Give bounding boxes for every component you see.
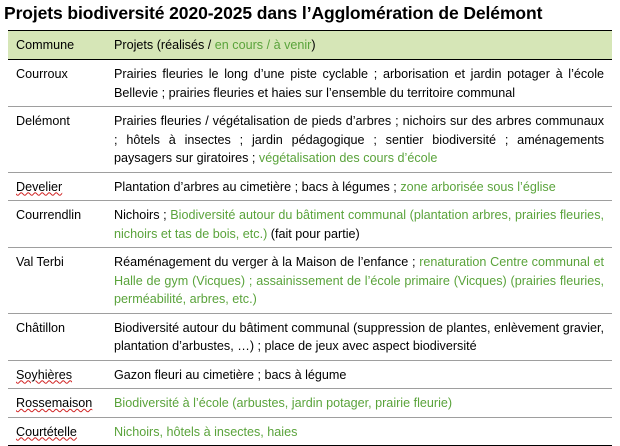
- projects-cell: [106, 360, 612, 389]
- commune-cell: [8, 417, 106, 446]
- table-header-row: [8, 31, 612, 60]
- commune-name: Soyhières: [16, 367, 73, 382]
- projects-planned: végétalisation des cours d’école: [258, 151, 438, 165]
- projects-done: Gazon fleuri au cimetière ; bacs à légume: [114, 367, 347, 382]
- table-row: [8, 389, 612, 418]
- table-row: [8, 201, 612, 248]
- projects-cell: [106, 248, 612, 314]
- projects-cell: [106, 172, 612, 201]
- commune-cell: Châtillon: [8, 313, 106, 360]
- document-title: Projets biodiversité 2020-2025 dans l’Agglomération de Delémont: [4, 3, 543, 23]
- projects-planned-2: assainissement de l’école primaire (Vicques) (prairies fleuries, perméabilité, arbres, etc.): [114, 273, 604, 306]
- projects-planned: renaturation Centre communal et Halle de gym (Vicques) ;: [114, 255, 604, 288]
- projects-cell: [106, 107, 612, 173]
- commune-name: Courtételle: [16, 424, 77, 439]
- projects-cell: [106, 417, 612, 446]
- projects-done: Prairies fleuries / végétalisation de pieds d’arbres ; nichoirs sur des arbres communaux ; hôtels à insectes ; jardin pédagogique ; sentier biodiversité ; aménagements paysagers sur giratoires ;: [114, 114, 604, 165]
- commune-name: Develier: [16, 179, 63, 194]
- projects-done: Plantation d’arbres au cimetière ; bacs à légumes ;: [114, 179, 397, 194]
- table-row: [8, 313, 612, 360]
- projects-done: Nichoirs ;: [114, 208, 167, 222]
- header-projets-prefix: Projets (réalisés /: [114, 37, 215, 52]
- commune-cell: [8, 389, 106, 418]
- projects-cell: [106, 313, 612, 360]
- table-row: [8, 107, 612, 173]
- projects-cell: [106, 201, 612, 248]
- projects-done: Prairies fleuries le long d’une piste cyclable ; arborisation et jardin potager à l’école Bellevie ; prairies fleuries et haies sur l’ensemble du territoire communal: [114, 67, 604, 100]
- projects-planned: Nichoirs, hôtels à insectes, haies: [114, 424, 298, 439]
- header-projets: [106, 31, 612, 60]
- projects-planned: Biodiversité à l’école (arbustes, jardin potager, prairie fleurie): [114, 396, 453, 410]
- projects-done: Réaménagement du verger à la Maison de l’enfance ;: [114, 255, 416, 269]
- commune-cell: [8, 360, 106, 389]
- commune-cell: Val Terbi: [8, 248, 106, 314]
- projects-cell: [106, 389, 612, 418]
- table-row: [8, 248, 612, 314]
- commune-cell: Courroux: [8, 60, 106, 107]
- header-projets-suffix: ): [311, 37, 316, 52]
- projects-note: (fait pour partie): [270, 226, 360, 241]
- table-row: [8, 60, 612, 107]
- projects-planned: zone arborisée sous l’église: [400, 179, 556, 194]
- commune-cell: Delémont: [8, 107, 106, 173]
- projects-table: [8, 30, 612, 446]
- table-row: [8, 417, 612, 446]
- table-row: [8, 172, 612, 201]
- projects-cell: [106, 60, 612, 107]
- table-row: [8, 360, 612, 389]
- commune-cell: Courrendlin: [8, 201, 106, 248]
- projects-planned: Biodiversité autour du bâtiment communal (plantation arbres, prairies fleuries, nichoirs et tas de bois, etc.): [114, 208, 604, 241]
- projects-done: Biodiversité autour du bâtiment communal (suppression de plantes, enlèvement gravier, plantation d’arbustes, …) ; place de jeux avec aspect biodiversité: [114, 320, 604, 353]
- header-commune: Commune: [8, 31, 106, 60]
- commune-cell: [8, 172, 106, 201]
- commune-name: Rossemaison: [16, 396, 93, 410]
- header-projets-green: en cours / à venir: [214, 37, 312, 52]
